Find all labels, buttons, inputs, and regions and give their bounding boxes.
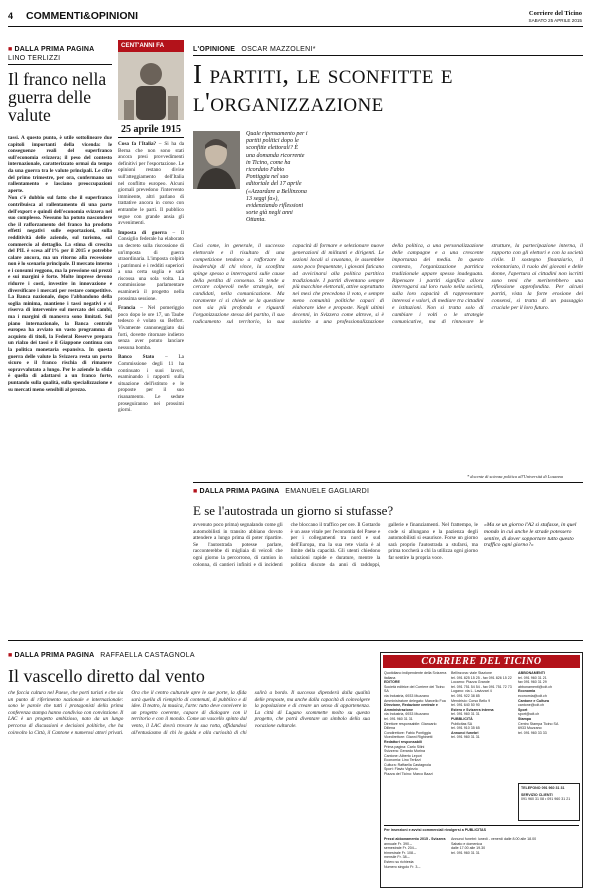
main-footnote: * docente di scienza politica all'Università di Losanna	[467, 474, 563, 479]
main-body: Così come, in generale, il successo elettorale e il risultato di una competizione tendono a rafforzare la leadership di chi vince, la sconfitta spinge spesso a interrogarsi sulle cause della perdita di consenso. Si tende a cercare colpevoli nelle strategie, nei candidati, nella comunicazione. Ma raramente ci si chiede se la questione non sia più profonda e riguardi l'organizzazione stessa del partito, il suo radicamento sul territorio, la sua capacità di formare e selezionare nuove generazioni di militanti e dirigenti. Le sezioni locali si svuotano, le assemblee sono poco frequentate, i giovani faticano ad avvicinarsi alla politica partitica tradizionale. I partiti diventano sempre più macchine elettorali, attive soprattutto nei mesi che precedono il voto, e sempre meno comunità politiche capaci di elaborare idee e proposte. Negli ultimi decenni, in Svizzera come altrove, si è assistito a una professionalizzazione della politica, a una personalizzazione delle campagne e a una crescente importanza dei media. In questo contesto, l'organizzazione partitica tradizionale appare spesso inadeguata. Ripensare i partiti significa allora interrogarsi sul loro ruolo nella società, sulla loro capacità di rappresentare interessi e valori, di mediare tra cittadini e istituzioni. Non si tratta solo di cambiare i volti o le strategie comunicative, ma di rinnovare le strutture, la partecipazione interna, il rapporto con gli elettori e con la società civile. Il sostegno finanziario, il volontariato, il ruolo dei giovani e delle donne, l'apertura ai cittadini non iscritti sono temi che meriterebbero una riflessione approfondita. Per alcuni partiti, vista la forte erosione dei consensi, si tratta di un passaggio cruciale per il loro futuro.	[193, 243, 583, 325]
col1-body	[8, 135, 112, 690]
autostrada-headline: E se l'autostrada un giorno si stufasse?	[193, 503, 394, 518]
col1-headline: Il franco nella guerra delle valute	[8, 69, 107, 125]
bottom-rule	[8, 640, 583, 641]
autostrada-pull: «Ma se un giorno l'A2 si stufasse, in quel mondo in cui anche le strade potessero sentire, di dover sopportare tutto questo traffico ogni giorno?»	[484, 522, 577, 549]
main-headline: I partiti, le sconfitte e l'organizzazione	[193, 59, 453, 117]
vascello-author: RAFFAELLA CASTAGNOLA	[100, 652, 195, 659]
cento-anni-box	[118, 40, 184, 52]
vascello-headline: Il vascello diretto dal vento	[8, 666, 205, 686]
masthead-prices: Prezzi abbonamento 2015 - Svizzera annuale Fr. 390.– semestrale Fr. 204.– trimestrale Fr. 108.– mensile Fr. 38.– Estero su richiesta Numero singolo Fr. 3.–	[384, 837, 446, 869]
cento-anni-rule	[118, 137, 184, 138]
masthead-box	[380, 652, 583, 888]
col1-rule	[8, 64, 112, 65]
masthead-inner-rule	[384, 825, 579, 826]
masthead-ads: Annunci funebri: lunedì - venerdì dalle 8.00 alle 18.00 Sabato e domenica dalle 17.00 alle 19.30 tel. 091 960 31 31	[451, 837, 537, 855]
cento-anni-items	[118, 141, 184, 701]
main-intro: Quale ripensamento per i partiti politici dopo le sconfitte elettorali? È una domanda ricorrente in Ticino, come ha ricordato Fabio Pontiggia nel suo editoriale del 17 aprile («Azzardare a Bellinzona 13 seggi fa»), evidenziando riflessioni sorte già negli anni Ottanta.	[246, 131, 308, 224]
autostrada-top-rule	[193, 482, 583, 483]
masthead-ads-title: Per inserzioni e avvisi commerciali rivolgersi a PUBLICITAS	[384, 828, 486, 832]
autostrada-author: EMANUELE GAGLIARDI	[285, 488, 370, 495]
masthead-col-b: Bellinzona: viale Stazione tel. 091 825 15 25 - fax 091 826 15 22 Locarno: Piazza Grande tel. 091 751 54 54 - fax 091 751 72 73 Lugano: via L. Lavizzari 4 tel. 091 922 38 85 Mendrisio: Corso Bello 9 tel. 091 640 50 90 Estero e Svizzera interna tel. 091 960 31 31 PUBBLICITÀ Publicitas SA tel. 091 910 35 65 Annunci funebri tel. 091 960 31 31	[451, 671, 512, 740]
historic-illustration	[118, 52, 184, 120]
masthead-col-c: ABBONAMENTI tel. 091 960 31 21 fax 091 960 31 29 abbonamenti@cdt.ch Economia economia@cdt.ch Cantone e Cultura cantone@cdt.ch Sport sport@cdt.ch Stampa Centro Stampa Ticino SA 6933 Muzzano tel. 091 960 33 33	[518, 671, 559, 735]
masthead-col-a: Quotidiano indipendente della Svizzera italiana EDITORE Società editrice del Corriere del Ticino SA via Industria, 6933 Muzzano Amministratore delegato: Marcello Foa Direzione, Redazione centrale e Amministrazione via Industria, 6933 Muzzano tel. 091 960 31 31 Direttore responsabile: Giancarlo Dillena Condirettore: Fabio Pontiggia Vicedirettore: Gianni Righinetti Redattori responsabili Prima pagina: Carlo Silini Svizzera: Gerardo Morina Cantone: Alberto Lepori Economia: Lino Terlizzi Cultura: Raffaella Castagnola Sport: Flavio Viglezio Piazza del Ticino: Marco Bazzi	[384, 671, 447, 777]
cento-anni-title: CENT'ANNI FA	[121, 42, 165, 49]
masthead-title: CORRIERE DEL TICINO	[383, 655, 580, 668]
col1-section-label: ■ DALLA PRIMA PAGINA	[8, 46, 95, 53]
header-date: SABATO 25 APRILE 2015	[528, 18, 582, 23]
col1-lead: tassi. A questo punto, è utile sottolineare due capitoli importanti della vicenda: le conseguenze reali del superfranco sull'economia svizzera; il peso del contesto internazionale, caratterizzato ormai da tempo da una guerra tra le valute principali. Le cifre del primo trimestre, per ora, confermano un rallentamento e lasciano preoccupazioni aperte.	[8, 135, 112, 194]
cento-anni-item: Francia – Nel pomeriggio poco dopo le ore 17, un Taube tedesco è volato su Belfort. Vivamente cannoneggiato dai forti, dovette ritornare indietro senza aver potuto lanciare nessuna bomba.	[118, 305, 184, 351]
col1-author: LINO TERLIZZI	[8, 55, 61, 62]
author-photo	[193, 131, 240, 189]
vascello-section-label: ■ DALLA PRIMA PAGINA RAFFAELLA CASTAGNOLA	[8, 652, 195, 659]
page-number: 4	[8, 11, 14, 21]
main-author: OSCAR MAZZOLENI*	[241, 46, 316, 53]
cento-anni-item: Imposta di guerra – Il Consiglio federale ha elaborato un decreto sulla riscossione di un'imposta di guerra straordinaria. L'imposta colpirà i patrimoni e i redditi superiori a una certa soglia e sarà riscossa una sola volta. La commissione parlamentare esaminerà il progetto nella prossima sessione.	[118, 229, 184, 302]
newspaper-name: Corriere del Ticino	[528, 10, 582, 17]
main-rule	[193, 55, 583, 56]
cento-anni-date: 25 aprile 1915	[121, 124, 181, 135]
header-rule	[8, 26, 583, 27]
vascello-body: che faccia cultura nel Paese, che porti turisti e che sia un punto di riferimento nazionale e internazionale: sono le parole che tutti i protagonisti della prima conferenza stampa hanno condiviso con convinzione. Il LAC è un progetto ambizioso, nato da un lungo percorso di discussioni e decisioni politiche, che ha coinvolto la Città, il Cantone e numerosi attori privati. Ora che il centro culturale apre le sue porte, la sfida sarà quella di riempirlo di contenuti, di pubblico e di idee. Il teatro, la musica, l'arte: tutto deve convivere in un progetto coerente, capace di dialogare con il territorio e con il mondo. Come un vascello spinto dal vento, il LAC dovrà trovare la sua rotta, affidandosi all'entusiasmo di chi lo guida e alla curiosità di chi salirà a bordo. Il successo dipenderà dalla qualità delle proposte, ma anche dalla capacità di coinvolgere la popolazione e di creare un senso di appartenenza. La città di Lugano scommette molto su questo progetto, che potrà diventare un simbolo della sua vocazione culturale.	[8, 690, 370, 736]
autostrada-section-label: ■ DALLA PRIMA PAGINA EMANUELE GAGLIARDI	[193, 488, 370, 495]
cento-anni-item: Banco Stato – La Commissione degli 11 ha continuato i suoi lavori, esaminando i rapporti sulla situazione dell'istituto e le proposte per il suo risanamento. Le sedute proseguiranno nei prossimi giorni.	[118, 354, 184, 414]
label-marker: ■	[8, 46, 13, 53]
main-section-label: L'OPINIONE OSCAR MAZZOLENI*	[193, 46, 316, 53]
cento-anni-item: Cosa fa l'Italia? – Si ha da Berna che non sono stati ancora presi provvedimenti definitivi per l'esportazione. Le opinioni restano divise sull'atteggiamento dell'Italia nel conflitto europeo. Alcuni giornali prevedono l'intervento imminente, altri parlano di trattative ancora in corso con entrambe le parti. Il pubblico segue con grande ansia gli avvenimenti.	[118, 141, 184, 227]
masthead-phone-box: TELEFONO 091 960 31 31 SERVIZIO CLIENTI 091 960 31 08 • 091 960 31 21	[518, 783, 580, 821]
col1-text: Non c'è dubbio sul fatto che il superfranco contribuisca al rallentamento di una parte dell'export e quindi dell'economia svizzera nel suo complesso. Nessuno ha potuto nascondere che il rafforzamento del franco ha prodotto effetti negativi sulle esportazioni, sulla redditività delle aziende, sul turismo, sul commercio al dettaglio. La stima di crescita del PIL è scesa all'1% per il 2015 e potrebbe calare ancora, ma un ritorno alla recessione non è lo scenario principale. Il mercato interno e i consumi reggono, ma la pressione sui prezzi e sui margini è forte. Molte imprese devono ridurre i costi, investire in innovazione e diversificare i mercati per restare competitive. La Banca nazionale, dopo l'abbandono della soglia minima, mantiene i tassi negativi e si riserva di intervenire sul mercato dei cambi, ma i margini di manovra sono limitati. Sul piano internazionale, la Banca centrale europea ha avviato un vasto programma di acquisto di titoli, la Federal Reserve prepara un rialzo dei tassi e il Giappone continua con la politica monetaria espansiva. In questa guerra delle valute la Svizzera resta un porto sicuro e il franco rischia di rimanere sopravvalutato a lungo. Per le aziende la sfida è quella di adattarsi a un franco forte, puntando sulla qualità, sulla specializzazione e su mercati meno sensibili al prezzo.	[8, 195, 112, 393]
section-title: COMMENTI&OPINIONI	[26, 10, 138, 22]
autostrada-body: avvenuto poco prima) segnalando come gli automobilisti in transito abbiano dovuto attendere a lungo prima di poter ripartire. Se l'autostrada potesse parlare, racconterebbe di migliaia di veicoli che ogni giorno la percorrono, di camion in colonna, di cantieri infiniti e di incidenti che bloccano il traffico per ore. Il Gottardo è un asse vitale per l'economia del Paese e per i collegamenti tra nord e sud dell'Europa, ma la sua rete viaria è al limite della capacità. Gli utenti chiedono soluzioni rapide e durature, mentre la politica discute da anni di raddoppi, gallerie e finanziamenti. Nel frattempo, le code si allungano e la pazienza degli automobilisti si esaurisce. Forse un giorno sarà proprio l'autostrada a stufarsi, ma prima toccherà a chi la utilizza ogni giorno far sentire la propria voce.	[193, 522, 478, 568]
